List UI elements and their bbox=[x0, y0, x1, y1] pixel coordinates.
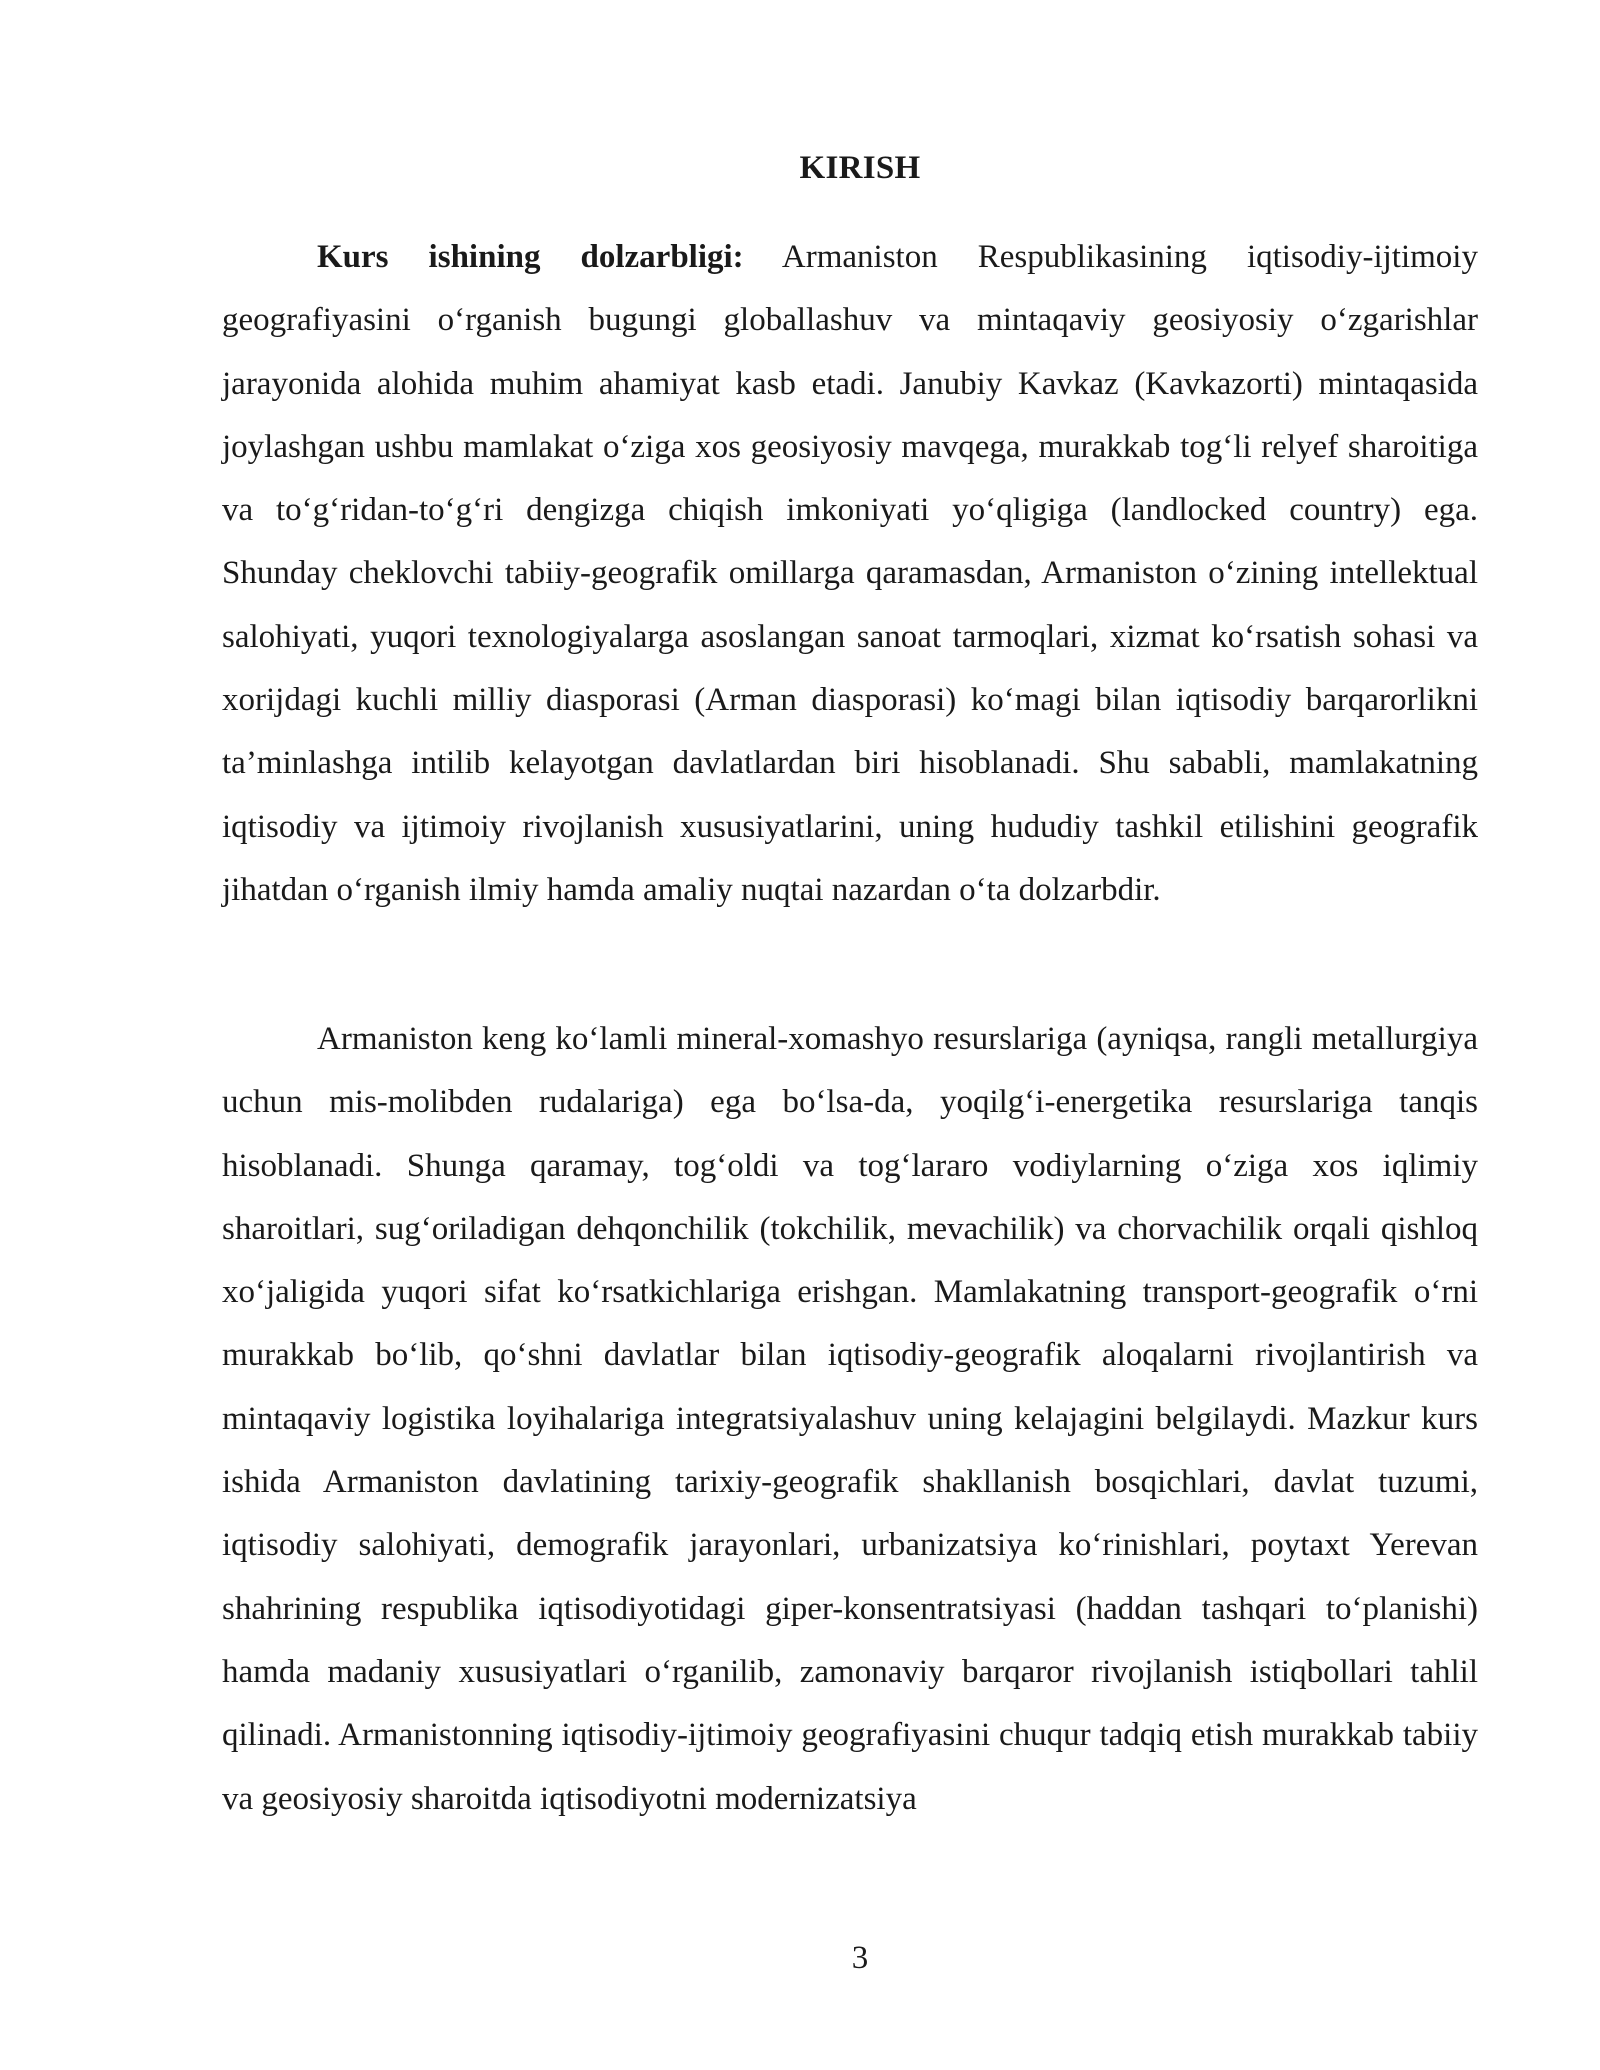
paragraph-lead-heading: Kurs ishining dolzarbligi: bbox=[317, 239, 744, 275]
paragraph-relevance-text bbox=[222, 226, 1478, 922]
paragraph-resources-text: Armaniston keng ko‘lamli mineral-xomashyo resurslariga (ayniqsa, rangli metallurgiya uchun mis-molibden rudalariga) ega bo‘lsa-da, yoqilg‘i-energetika resurslariga tanqis hisoblanadi. Shunga qaramay, tog‘oldi va tog‘lararo vodiylarning o‘ziga xos iqlimiy sharoitlari, sug‘oriladigan dehqonchilik (tokchilik, mevachilik) va chorvachilik orqali qishloq xo‘jaligida yuqori sifat ko‘rsatkichlariga erishgan. Mamlakatning transport-geografik o‘rni murakkab bo‘lib, qo‘shni davlatlar bilan iqtisodiy-geografik aloqalarni rivojlantirish va mintaqaviy logistika loyihalariga integratsiyalashuv uning kelajagini belgilaydi. Mazkur kurs ishida Armaniston davlatining tarixiy-geografik shakllanish bosqichlari, davlat tuzumi, iqtisodiy salohiyati, demografik jarayonlari, urbanizatsiya ko‘rinishlari, poytaxt Yerevan shahrining respublika iqtisodiyotidagi giper-konsentratsiyasi (haddan tashqari to‘planishi) hamda madaniy xususiyatlari o‘rganilib, zamonaviy barqaror rivojlanish istiqbollari tahlil qilinadi. Armanistonning iqtisodiy-ijtimoiy geografiyasini chuqur tadqiq etish murakkab tabiiy va geosiyosiy sharoitda iqtisodiyotni modernizatsiya bbox=[222, 1021, 1478, 1817]
paragraph-relevance-body: Armaniston Respublikasining iqtisodiy-ijtimoiy geografiyasini o‘rganish bugungi globallashuv va mintaqaviy geosiyosiy o‘zgarishlar jarayonida alohida muhim ahamiyat kasb etadi. Janubiy Kavkaz (Kavkazorti) mintaqasida joylashgan ushbu mamlakat o‘ziga xos geosiyosiy mavqega, murakkab tog‘li relyef sharoitiga va to‘g‘ridan-to‘g‘ri dengizga chiqish imkoniyati yo‘qligiga (landlocked country) ega. Shunday cheklovchi tabiiy-geografik omillarga qaramasdan, Armaniston o‘zining intellektual salohiyati, yuqori texnologiyalarga asoslangan sanoat tarmoqlari, xizmat ko‘rsatish sohasi va xorijdagi kuchli milliy diasporasi (Arman diasporasi) ko‘magi bilan iqtisodiy barqarorlikni ta’minlashga intilib kelayotgan davlatlardan biri hisoblanadi. Shu sababli, mamlakatning iqtisodiy va ijtimoiy rivojlanish xususiyatlarini, uning hududiy tashkil etilishini geografik jihatdan o‘rganish ilmiy hamda amaliy nuqtai nazardan o‘ta dolzarbdir. bbox=[222, 239, 1478, 908]
page-number: 3 bbox=[851, 1940, 869, 1976]
paragraph-relevance bbox=[222, 226, 1478, 922]
page-title: KIRISH bbox=[799, 150, 921, 186]
paragraph-resources bbox=[222, 1008, 1478, 1831]
